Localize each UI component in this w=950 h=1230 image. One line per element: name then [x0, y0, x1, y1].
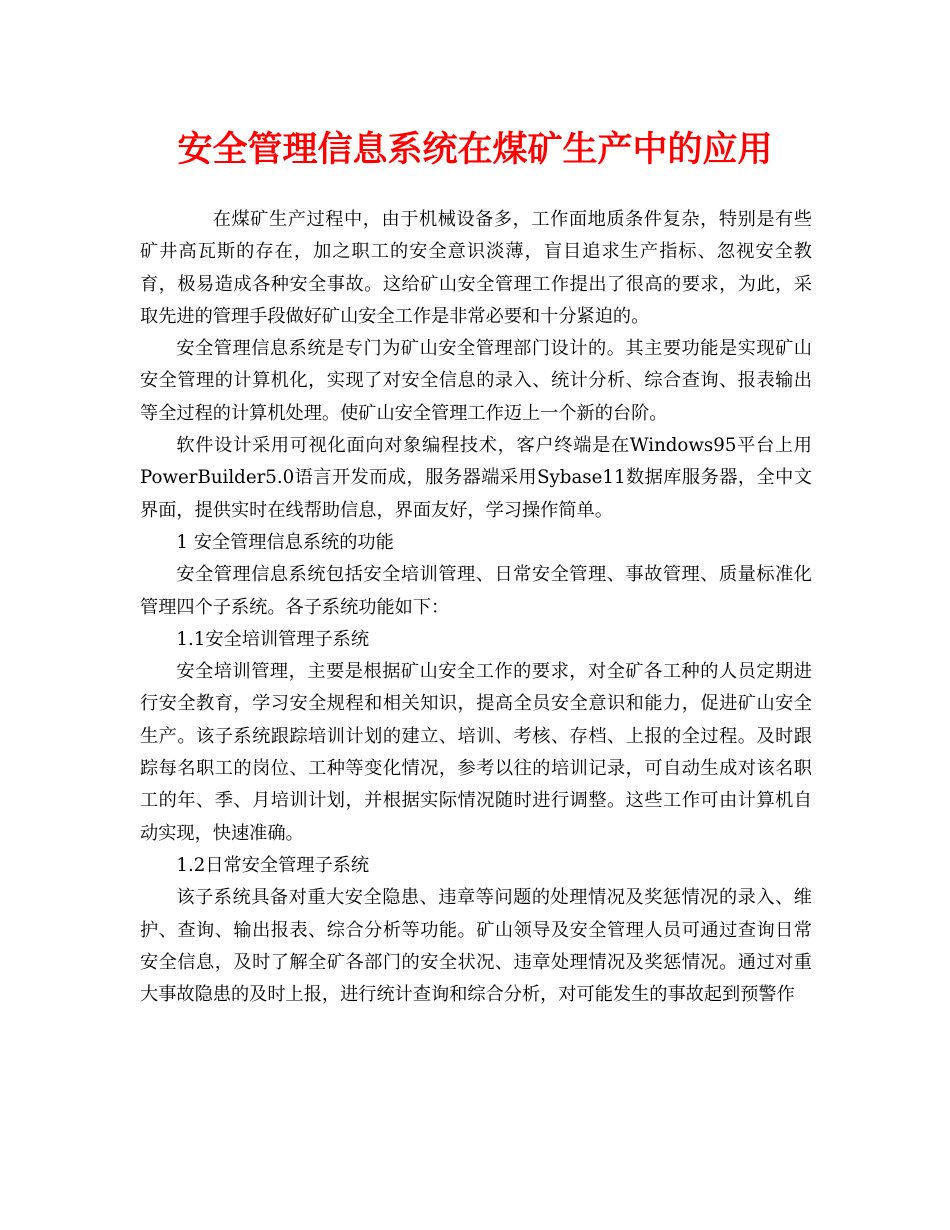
paragraph-intro: 在煤矿生产过程中，由于机械设备多，工作面地质条件复杂，特别是有些矿井高瓦斯的存在，加之职工的安全意识淡薄，盲目追求生产指标、忽视安全教育，极易造成各种安全事故。这给矿山安全管理工作提出了很高的要求，为此，采取先进的管理手段做好矿山安全工作是非常必要和十分紧迫的。: [140, 209, 812, 327]
section-heading-1-2: 1.2日常安全管理子系统: [176, 854, 370, 876]
paragraph-training: 安全培训管理，主要是根据矿山安全工作的要求，对全矿各工种的人员定期进行安全教育，学习安全规程和相关知识，提高全员安全意识和能力，促进矿山安全生产。该子系统跟踪培训计划的建立、培训、考核、存档、上报的全过程。及时跟踪每名职工的岗位、工种等变化情况，参考以往的培训记录，可自动生成对该名职工的年、季、月培训计划，并根据实际情况随时进行调整。这些工作可由计算机自动实现，快速准确。: [140, 661, 812, 844]
paragraph-daily-safety: 该子系统具备对重大安全隐患、违章等问题的处理情况及奖惩情况的录入、维护、查询、输出报表、综合分析等功能。矿山领导及安全管理人员可通过查询日常安全信息，及时了解全矿各部门的安全状况、违章处理情况及奖惩情况。通过对重大事故隐患的及时上报，进行统计查询和综合分析，对可能发生的事故起到预警作: [140, 887, 812, 1006]
paragraph-software-design: 软件设计采用可视化面向对象编程技术，客户终端是在Windows95平台上用PowerBuilder5.0语言开发而成，服务器端采用Sybase11数据库服务器，全中文界面，提供实时在线帮助信息，界面友好，学习操作简单。: [140, 435, 812, 521]
document-title: 安全管理信息系统在煤矿生产中的应用: [177, 129, 773, 170]
section-heading-1: 1 安全管理信息系统的功能: [176, 531, 394, 553]
section-heading-1-1: 1.1安全培训管理子系统: [176, 628, 370, 650]
document-body: [140, 204, 812, 1011]
paragraph-subsystems: 安全管理信息系统包括安全培训管理、日常安全管理、事故管理、质量标准化管理四个子系统。各子系统功能如下：: [140, 564, 812, 618]
paragraph-system-overview: 安全管理信息系统是专门为矿山安全管理部门设计的。其主要功能是实现矿山安全管理的计算机化，实现了对安全信息的录入、统计分析、综合查询、报表输出等全过程的计算机处理。使矿山安全管理工作迈上一个新的台阶。: [140, 338, 812, 424]
